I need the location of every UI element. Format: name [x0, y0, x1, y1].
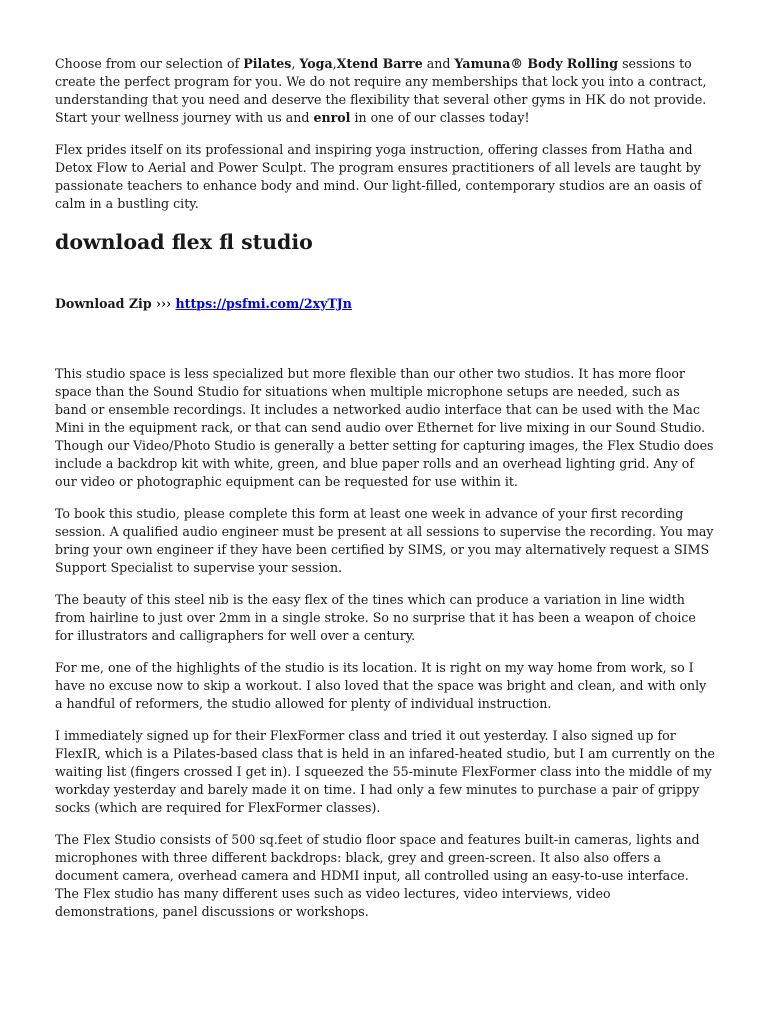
- intro-bold-yoga: Yoga: [299, 56, 333, 71]
- intro-text: and: [422, 56, 455, 71]
- page-heading: download flex fl studio: [55, 230, 313, 254]
- intro-bold-pilates: Pilates: [243, 56, 292, 71]
- download-line: [55, 295, 715, 313]
- intro-bold-yamuna: Yamuna® Body Rolling: [454, 56, 619, 71]
- intro-paragraph: [55, 55, 715, 127]
- intro-text: sessions to create the perfect program for you. We do not require any memberships that lock you into a contract, understanding that you need and deserve the flexibility that several other gyms in HK do not provide. Start your wellness journey with us and: [55, 56, 707, 125]
- body-paragraph: For me, one of the highlights of the studio is its location. It is right on my way home from work, so I have no excuse now to skip a workout. I also loved that the space was bright and clean, and with only a handful of reformers, the studio allowed for plenty of individual instruction.: [55, 660, 707, 711]
- body-paragraph: The beauty of this steel nib is the easy flex of the tines which can produce a variation in line width from hairline to just over 2mm in a single stroke. So no surprise that it has been a weapon of choice for illustrators and calligraphers for well over a century.: [55, 592, 696, 643]
- intro-text: ,: [332, 56, 337, 71]
- body-paragraph: I immediately signed up for their FlexFormer class and tried it out yesterday. I also signed up for FlexIR, which is a Pilates-based class that is held in an infared-heated studio, but I am currently on the waiting list (fingers crossed I get in). I squeezed the 55-minute FlexFormer class into the middle of my workday yesterday and barely made it on time. I had only a few minutes to purchase a pair of grippy socks (which are required for FlexFormer classes).: [55, 728, 715, 815]
- body-paragraph: To book this studio, please complete this form at least one week in advance of your first recording session. A qualified audio engineer must be present at all sessions to supervise the recording. You may bring your own engineer if they have been certified by SIMS, or you may alternatively request a SIMS Support Specialist to supervise your session.: [55, 506, 714, 575]
- body-paragraph: The Flex Studio consists of 500 sq.feet of studio floor space and features built-in cameras, lights and microphones with three different backdrops: black, grey and green-screen. It also also offers a document camera, overhead camera and HDMI input, all controlled using an easy-to-use interface. The Flex studio has many different uses such as video lectures, video interviews, video demonstrations, panel discussions or workshops.: [55, 832, 700, 919]
- document-content: [55, 55, 715, 935]
- download-link[interactable]: https://psfmi.com/2xyTJn: [175, 296, 352, 311]
- intro-bold-xtend-barre: Xtend Barre: [336, 56, 423, 71]
- body-paragraph: This studio space is less specialized but more flexible than our other two studios. It has more floor space than the Sound Studio for situations when multiple microphone setups are needed, such as band or ensemble recordings. It includes a networked audio interface that can be used with the Mac Mini in the equipment rack, or that can send audio over Ethernet for live mixing in our Sound Studio. Though our Video/Photo Studio is generally a better setting for capturing images, the Flex Studio does include a backdrop kit with white, green, and blue paper rolls and an overhead lighting grid. Any of our video or photographic equipment can be requested for use within it.: [55, 366, 714, 489]
- spacer: [55, 313, 715, 365]
- yoga-paragraph: Flex prides itself on its professional and inspiring yoga instruction, offering classes from Hatha and Detox Flow to Aerial and Power Sculpt. The program ensures practitioners of all levels are taught by passionate teachers to enhance body and mind. Our light-filled, contemporary studios are an oasis of calm in a bustling city.: [55, 142, 702, 211]
- intro-bold-enrol: enrol: [313, 110, 351, 125]
- intro-text: ,: [291, 56, 300, 71]
- intro-text: in one of our classes today!: [350, 110, 530, 125]
- download-label: Download Zip ›››: [55, 296, 176, 311]
- intro-text: Choose from our selection of: [55, 56, 244, 71]
